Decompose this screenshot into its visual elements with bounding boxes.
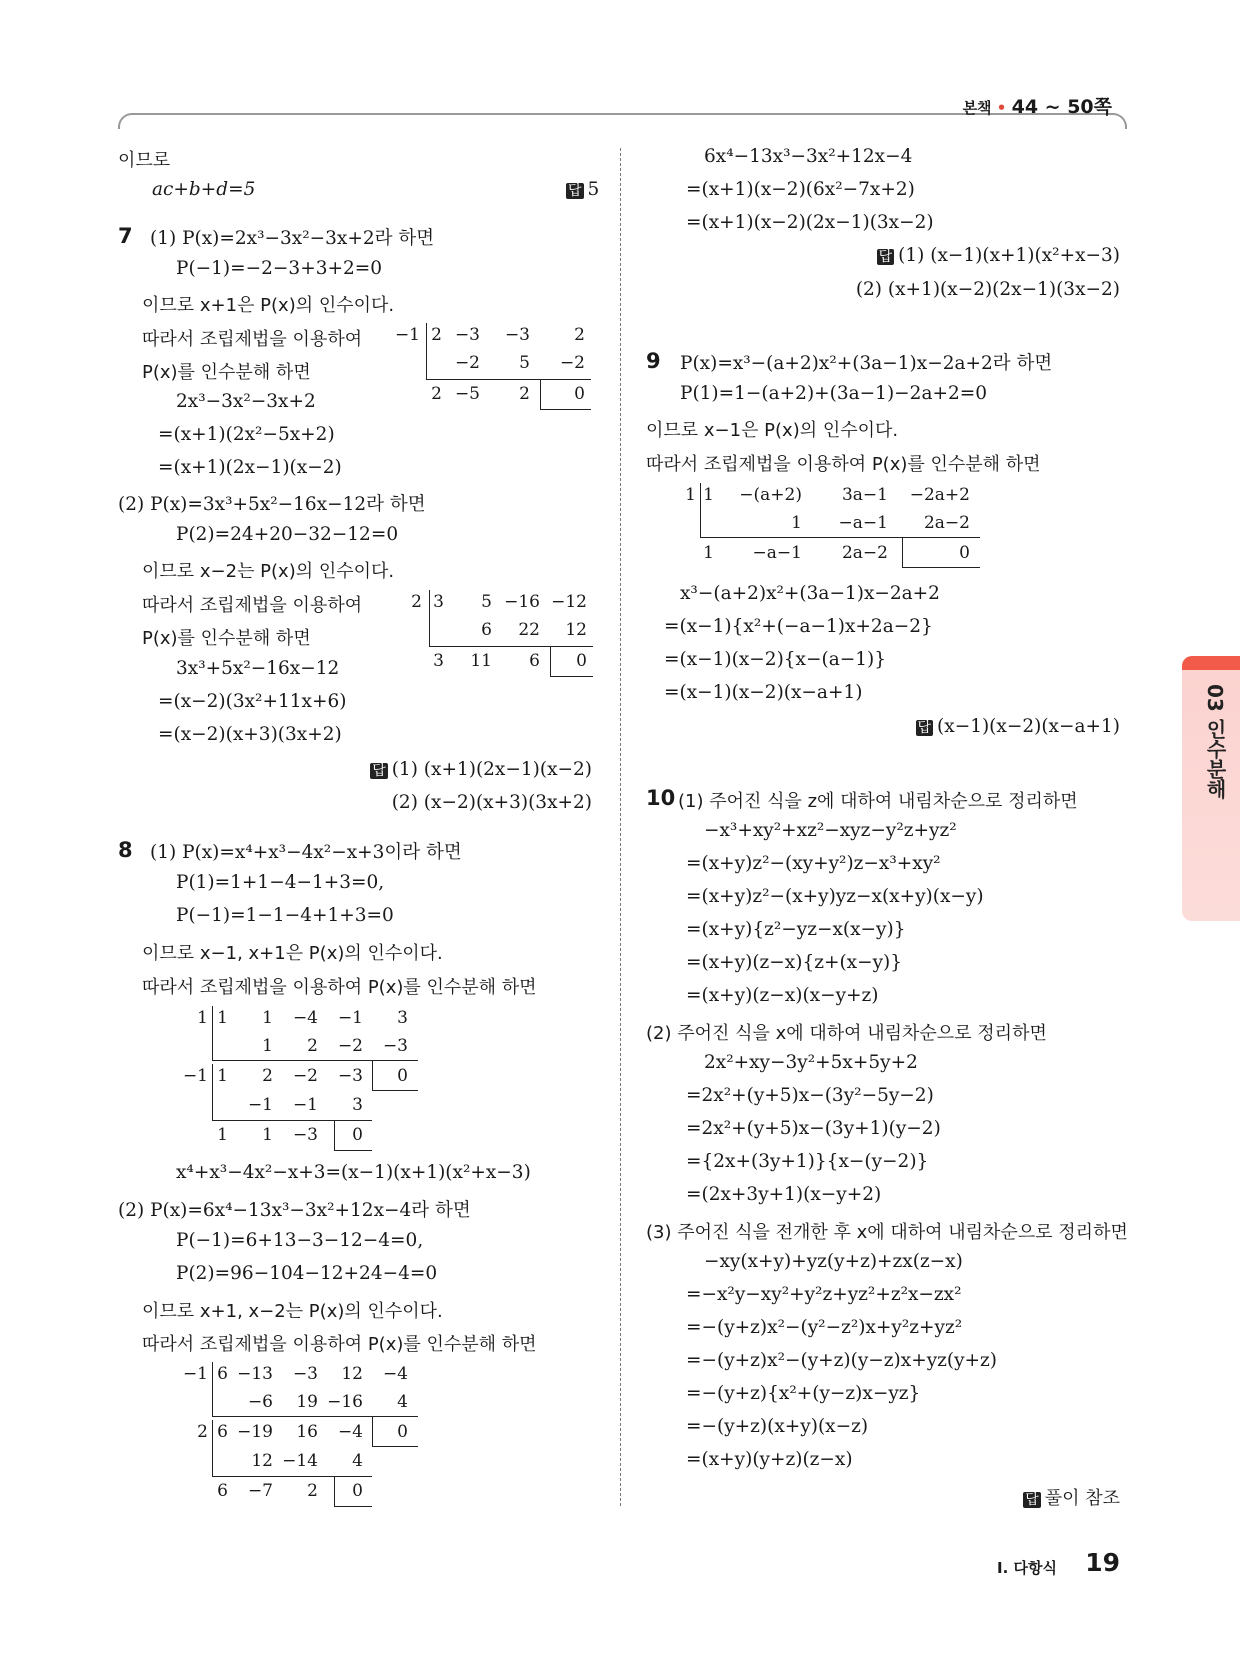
sd-cell: 6	[481, 620, 492, 640]
sd-hline	[426, 379, 591, 380]
sd-cell: 2	[574, 325, 585, 345]
sd-cell: 1	[262, 1036, 273, 1056]
sd-cell: −2	[337, 1036, 363, 1056]
p10-line: =−(y+z)x²−(y²−z²)x+y²z+yz²	[686, 1317, 963, 1338]
sd-box	[334, 1476, 335, 1506]
sd-vline	[212, 1064, 213, 1120]
sd-root: 2	[411, 592, 422, 612]
problem-9-number: 9	[646, 349, 661, 373]
sd-root: 1	[197, 1008, 208, 1028]
sd-hline	[212, 1060, 418, 1061]
sd-root: 1	[685, 485, 696, 505]
p10-line: =2x²+(y+5)x−(3y+1)(y−2)	[686, 1118, 941, 1139]
p8-cont-line: =(x+1)(x−2)(6x²−7x+2)	[686, 179, 915, 200]
intro-text: 이므로	[118, 150, 171, 171]
p9-line: =(x−1)(x−2)(x−a+1)	[664, 682, 863, 703]
sd-cell: 6	[217, 1422, 228, 1442]
sd-remainder: 0	[352, 1125, 363, 1145]
p9-line: =(x−1){x²+(−a−1)x+2a−2}	[664, 616, 933, 637]
sd-cell: −12	[551, 592, 587, 612]
sd-cell: 3	[397, 1008, 408, 1028]
answer-mark: 답	[878, 249, 893, 265]
p7-answer-2: (2) (x−2)(x+3)(3x+2)	[391, 792, 592, 813]
answer-mark: 답	[917, 720, 932, 736]
p10-answer-text: 풀이 참조	[1044, 1488, 1120, 1509]
sd-cell: −(a+2)	[739, 485, 802, 505]
answer-mark: 답	[372, 763, 386, 779]
sd-cell: 1	[262, 1008, 273, 1028]
sd-cell: −4	[337, 1422, 363, 1442]
sd-cell: 12	[251, 1451, 273, 1471]
p8-cont-line: =(x+1)(x−2)(2x−1)(3x−2)	[686, 212, 934, 233]
p8-line: x⁴+x³−4x²−x+3=(x−1)(x+1)(x²+x−3)	[176, 1162, 531, 1183]
p9-line: P(1)=1−(a+2)+(3a−1)−2a+2=0	[680, 383, 988, 404]
sd-cell: 6	[529, 651, 540, 671]
sd-hline	[429, 646, 593, 647]
sd-cell: −13	[237, 1364, 273, 1384]
sd-cell: 1	[703, 543, 714, 563]
sd-cell: 6	[217, 1481, 228, 1501]
p7-line: 따라서 조립제법을 이용하여	[142, 595, 363, 616]
chapter-tab-label: 03 인수분해	[1203, 684, 1227, 799]
sd-remainder: 0	[352, 1481, 363, 1501]
sd-cell: 3	[433, 651, 444, 671]
sd-cell: 2a−2	[841, 543, 888, 563]
sd-box	[550, 676, 593, 677]
sd-box	[540, 379, 541, 409]
sd-cell: −2	[454, 353, 480, 373]
sd-cell: 5	[481, 592, 492, 612]
p10-line: ={2x+(3y+1)}{x−(y−2)}	[686, 1151, 929, 1172]
p8-line: P(−1)=6+13−3−12−4=0,	[176, 1230, 424, 1251]
sum-equation: ac+b+d=5	[152, 179, 256, 200]
p10-line: =−(y+z){x²+(y−z)x−yz}	[686, 1383, 921, 1404]
column-divider	[620, 148, 621, 1506]
sd-cell: −14	[282, 1451, 318, 1471]
problem-10-number: 10	[646, 786, 676, 810]
p7-line: P(2)=24+20−32−12=0	[176, 524, 399, 545]
p7-line: P(−1)=−2−3+3+2=0	[176, 258, 383, 279]
sd-box	[334, 1150, 372, 1151]
sd-cell: 12	[565, 620, 587, 640]
p8-line: P(2)=96−104−12+24−4=0	[176, 1263, 438, 1284]
sd-hline	[700, 537, 980, 538]
p10-line: =(x+y)z²−(xy+y²)z−x³+xy²	[686, 853, 941, 874]
sd-cell: 4	[397, 1392, 408, 1412]
p10-heading-1: (1) 주어진 식을 z에 대하여 내림차순으로 정리하면	[678, 791, 1078, 812]
sd-vline	[429, 590, 430, 646]
sd-remainder: 0	[959, 543, 970, 563]
p8-cont-line: 6x⁴−13x³−3x²+12x−4	[704, 146, 913, 167]
sd-cell: 1	[217, 1125, 228, 1145]
p8-line: 따라서 조립제법을 이용하여 P(x)를 인수분해 하면	[142, 1334, 537, 1355]
p8-answer-1	[877, 245, 1120, 266]
p7-line: 3x³+5x²−16x−12	[176, 658, 340, 679]
sd-root: −1	[182, 1364, 208, 1384]
header-dot: •	[996, 99, 1007, 117]
sd-box	[372, 1416, 373, 1446]
sd-cell: 19	[296, 1392, 318, 1412]
p10-line: =−x²y−xy²+y²z+yz²+z²x−zx²	[686, 1284, 962, 1305]
p10-line: =(x+y)(z−x){z+(x−y)}	[686, 952, 903, 973]
sd-cell: 3	[352, 1095, 363, 1115]
sd-cell: 6	[217, 1364, 228, 1384]
p8-line: 이므로 x+1, x−2는 P(x)의 인수이다.	[142, 1301, 443, 1322]
p9-line: P(x)=x³−(a+2)x²+(3a−1)x−2a+2라 하면	[680, 353, 1053, 374]
sd-cell: −3	[382, 1036, 408, 1056]
problem-7-number: 7	[118, 224, 133, 248]
sd-box	[372, 1446, 418, 1447]
sd-hline	[212, 1416, 418, 1417]
p9-line: 이므로 x−1은 P(x)의 인수이다.	[646, 420, 899, 441]
p10-answer	[1023, 1484, 1120, 1510]
sd-cell: −1	[247, 1095, 273, 1115]
p9-line: x³−(a+2)x²+(3a−1)x−2a+2	[680, 583, 940, 604]
synthetic-division-9	[678, 483, 988, 573]
synthetic-division-7-1	[390, 323, 595, 413]
sd-hline	[212, 1120, 372, 1121]
p7-line: =(x+1)(2x²−5x+2)	[158, 424, 335, 445]
p8-line: 이므로 x−1, x+1은 P(x)의 인수이다.	[142, 943, 443, 964]
sd-root: −1	[394, 325, 420, 345]
sd-box	[334, 1506, 372, 1507]
problem-8-number: 8	[118, 838, 133, 862]
sd-cell: −5	[454, 384, 480, 404]
p7-answer-1	[370, 759, 592, 780]
p10-line: =(2x+3y+1)(x−y+2)	[686, 1184, 882, 1205]
sd-cell: −3	[337, 1066, 363, 1086]
p10-line: =2x²+(y+5)x−(3y²−5y−2)	[686, 1085, 934, 1106]
sd-cell: 2a−2	[923, 513, 970, 533]
p10-line: =(x+y)(z−x)(x−y+z)	[686, 985, 879, 1006]
sd-remainder: 0	[576, 651, 587, 671]
sd-vline	[426, 323, 427, 379]
sd-vline	[212, 1420, 213, 1476]
sd-cell: −2	[559, 353, 585, 373]
sd-cell: −3	[292, 1125, 318, 1145]
sd-cell: 2	[307, 1036, 318, 1056]
p8-line: P(1)=1+1−4−1+3=0,	[176, 872, 385, 893]
sd-cell: 2	[519, 384, 530, 404]
p7-line: =(x+1)(2x−1)(x−2)	[158, 457, 342, 478]
sd-cell: 2	[431, 325, 442, 345]
sd-root: 2	[197, 1422, 208, 1442]
sd-cell: 3a−1	[841, 485, 888, 505]
p7-line: (1) P(x)=2x³−3x²−3x+2라 하면	[150, 228, 435, 249]
p7-line: P(x)를 인수분해 하면	[142, 362, 311, 383]
sd-cell: −1	[292, 1095, 318, 1115]
header-pages: 44 ~ 50쪽	[1011, 96, 1112, 118]
sd-cell: 3	[433, 592, 444, 612]
sum-answer-value: 5	[587, 179, 600, 200]
p9-line: 따라서 조립제법을 이용하여 P(x)를 인수분해 하면	[646, 454, 1041, 475]
footer-chapter: Ⅰ. 다항식	[997, 1559, 1057, 1577]
sd-cell: −19	[237, 1422, 273, 1442]
p7-line: =(x−2)(3x²+11x+6)	[158, 691, 347, 712]
sd-cell: 2	[262, 1066, 273, 1086]
p10-line: =(x+y){z²−yz−x(x−y)}	[686, 919, 906, 940]
sum-answer	[566, 179, 599, 200]
p10-heading-2: (2) 주어진 식을 x에 대하여 내림차순으로 정리하면	[646, 1023, 1047, 1044]
p7-line: P(x)를 인수분해 하면	[142, 628, 311, 649]
sd-cell: 2	[431, 384, 442, 404]
sd-vline	[212, 1362, 213, 1416]
p7-line: =(x−2)(x+3)(3x+2)	[158, 724, 342, 745]
header-book: 본책	[962, 99, 992, 117]
p10-line: =−(y+z)x²−(y+z)(y−z)x+yz(y+z)	[686, 1350, 998, 1371]
sd-cell: −a−1	[752, 543, 802, 563]
p10-line: =−(y+z)(x+y)(x−z)	[686, 1416, 869, 1437]
sd-cell: −7	[247, 1481, 273, 1501]
p8-answer-2: (2) (x+1)(x−2)(2x−1)(3x−2)	[855, 279, 1120, 300]
p7-line: (2) P(x)=3x³+5x²−16x−12라 하면	[118, 494, 426, 515]
p7-line: 2x³−3x²−3x+2	[176, 391, 316, 412]
p10-line: −xy(x+y)+yz(y+z)+zx(z−x)	[704, 1251, 963, 1272]
synthetic-division-8-1	[178, 1006, 428, 1156]
sd-cell: 1	[703, 485, 714, 505]
sd-box	[372, 1090, 418, 1091]
sd-cell: 1	[217, 1008, 228, 1028]
p10-line: 2x²+xy−3y²+5x+5y+2	[704, 1052, 918, 1073]
sd-box	[334, 1120, 335, 1150]
sd-cell: −a−1	[838, 513, 888, 533]
sd-cell: −16	[504, 592, 540, 612]
page-number: 19	[1085, 1548, 1120, 1577]
sd-hline	[212, 1476, 372, 1477]
sd-vline	[700, 483, 701, 537]
sd-cell: 12	[341, 1364, 363, 1384]
sd-cell: 1	[262, 1125, 273, 1145]
sd-cell: −3	[504, 325, 530, 345]
p9-line: =(x−1)(x−2){x−(a−1)}	[664, 649, 886, 670]
p8-line: P(−1)=1−1−4+1+3=0	[176, 905, 394, 926]
sd-cell: −3	[454, 325, 480, 345]
sd-cell: −1	[337, 1008, 363, 1028]
sd-remainder: 0	[397, 1422, 408, 1442]
sd-box	[902, 567, 980, 568]
p7-line: 따라서 조립제법을 이용하여	[142, 329, 363, 350]
page-header	[963, 92, 1112, 119]
p8-line: (2) P(x)=6x⁴−13x³−3x²+12x−4라 하면	[118, 1200, 471, 1221]
p10-line: −x³+xy²+xz²−xyz−y²z+yz²	[704, 820, 957, 841]
sd-box	[372, 1060, 373, 1090]
answer-mark: 답	[1025, 1492, 1039, 1508]
sd-cell: −4	[292, 1008, 318, 1028]
synthetic-division-7-2	[400, 590, 595, 680]
sd-cell: −2	[292, 1066, 318, 1086]
sd-cell: −4	[382, 1364, 408, 1384]
sd-box	[902, 537, 903, 567]
synthetic-division-8-2	[178, 1362, 428, 1512]
p10-line: =(x+y)(y+z)(z−x)	[686, 1449, 853, 1470]
p8-line: 따라서 조립제법을 이용하여 P(x)를 인수분해 하면	[142, 977, 537, 998]
sd-box	[550, 646, 551, 676]
p8-answer-1-text: (1) (x−1)(x+1)(x²+x−3)	[898, 245, 1120, 266]
p7-answer-1-text: (1) (x+1)(2x−1)(x−2)	[391, 759, 592, 780]
p7-line: 이므로 x−2는 P(x)의 인수이다.	[142, 561, 395, 582]
sd-cell: 1	[791, 513, 802, 533]
sd-cell: −3	[292, 1364, 318, 1384]
sd-box	[540, 409, 591, 410]
sd-cell: −16	[327, 1392, 363, 1412]
sd-cell: 5	[519, 353, 530, 373]
sd-cell: 2	[307, 1481, 318, 1501]
sd-cell: 11	[470, 651, 492, 671]
p8-line: (1) P(x)=x⁴+x³−4x²−x+3이라 하면	[150, 842, 462, 863]
p9-answer	[916, 716, 1120, 737]
p7-line: 이므로 x+1은 P(x)의 인수이다.	[142, 295, 395, 316]
sd-vline	[212, 1006, 213, 1060]
sd-cell: −2a+2	[909, 485, 970, 505]
p10-heading-3: (3) 주어진 식을 전개한 후 x에 대하여 내림차순으로 정리하면	[646, 1222, 1128, 1243]
sd-cell: −6	[247, 1392, 273, 1412]
sd-remainder: 0	[397, 1066, 408, 1086]
p9-answer-text: (x−1)(x−2)(x−a+1)	[937, 716, 1120, 737]
answer-mark: 답	[568, 183, 582, 199]
p10-line: =(x+y)z²−(x+y)yz−x(x+y)(x−y)	[686, 886, 984, 907]
sd-cell: 16	[296, 1422, 318, 1442]
sd-root: −1	[182, 1066, 208, 1086]
sd-cell: 4	[352, 1451, 363, 1471]
sd-remainder: 0	[574, 384, 585, 404]
sd-cell: 1	[217, 1066, 228, 1086]
sd-cell: 22	[518, 620, 540, 640]
